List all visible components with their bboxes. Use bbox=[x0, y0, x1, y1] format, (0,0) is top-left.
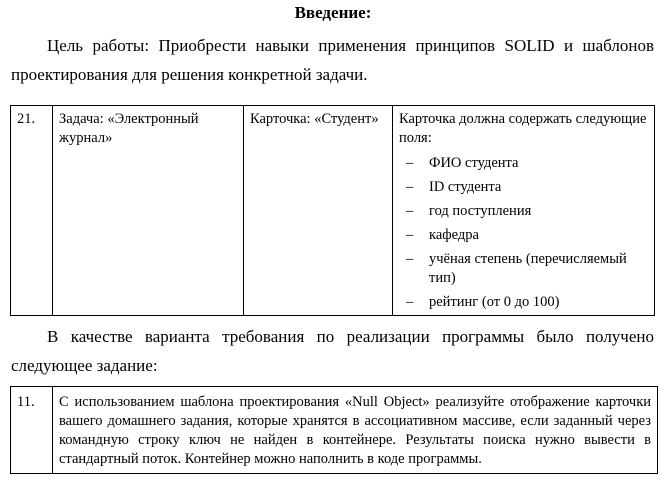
task-title-line-2: журнал» bbox=[59, 130, 113, 146]
field-text: рейтинг (от 0 до 100) bbox=[429, 294, 560, 310]
field-text: кафедра bbox=[429, 227, 479, 243]
section-heading: Введение: bbox=[294, 3, 372, 22]
field-text: год поступления bbox=[429, 203, 532, 219]
dash-bullet: – bbox=[406, 294, 414, 310]
dash-bullet: – bbox=[406, 251, 414, 267]
assignment-number: 11. bbox=[11, 387, 53, 474]
dash-bullet: – bbox=[406, 179, 414, 195]
field-text: ФИО студента bbox=[429, 155, 519, 171]
intro-line-2: проектирования для решения конкретной задачи. bbox=[11, 65, 368, 84]
assignment-line-4: стандартный поток. Контейнер можно наполнить в коде программы. bbox=[59, 451, 482, 467]
variant-line-1: В качестве варианта требования по реализации программы было получено bbox=[47, 327, 654, 346]
field-text: учёная степень (перечисляемый bbox=[429, 251, 627, 267]
assignment-row bbox=[11, 387, 658, 474]
task-table bbox=[10, 105, 655, 316]
field-item bbox=[399, 293, 648, 312]
requirements-line-1: Карточка должна содержать следующие bbox=[399, 111, 647, 127]
intro-paragraph bbox=[11, 31, 654, 89]
task-title-cell bbox=[53, 106, 244, 316]
intro-line-1: Цель работы: Приобрести навыки применения принципов SOLID и шаблонов bbox=[47, 36, 654, 55]
dash-bullet: – bbox=[406, 203, 414, 219]
assignment-text-cell bbox=[53, 387, 658, 474]
assignment-line-3: командную строку ключ не найден в контейнере. Результаты поиска нужно вывести в bbox=[59, 432, 651, 448]
task-number: 21. bbox=[11, 106, 53, 316]
task-row bbox=[11, 106, 655, 316]
dash-bullet: – bbox=[406, 155, 414, 171]
field-text-continued: тип) bbox=[429, 270, 456, 286]
assignment-table bbox=[10, 386, 658, 474]
task-title-line-1: Задача: «Электронный bbox=[59, 111, 199, 127]
field-item bbox=[399, 202, 648, 221]
fields-list bbox=[399, 154, 648, 312]
field-text: ID студента bbox=[429, 179, 502, 195]
requirements-line-2: поля: bbox=[399, 130, 432, 146]
requirements-cell bbox=[393, 106, 655, 316]
assignment-line-1: С использованием шаблона проектирования «Null Object» реализуйте отображение карточки bbox=[59, 394, 651, 410]
card-name-cell: Карточка: «Студент» bbox=[244, 106, 393, 316]
field-item bbox=[399, 178, 648, 197]
field-item bbox=[399, 154, 648, 173]
field-item bbox=[399, 250, 648, 288]
variant-paragraph bbox=[11, 322, 654, 380]
variant-line-2: следующее задание: bbox=[11, 356, 158, 375]
field-item bbox=[399, 226, 648, 245]
dash-bullet: – bbox=[406, 227, 414, 243]
assignment-line-2: вашего домашнего задания, которые хранятся в ассоциативном массиве, если заданный через bbox=[59, 413, 651, 429]
